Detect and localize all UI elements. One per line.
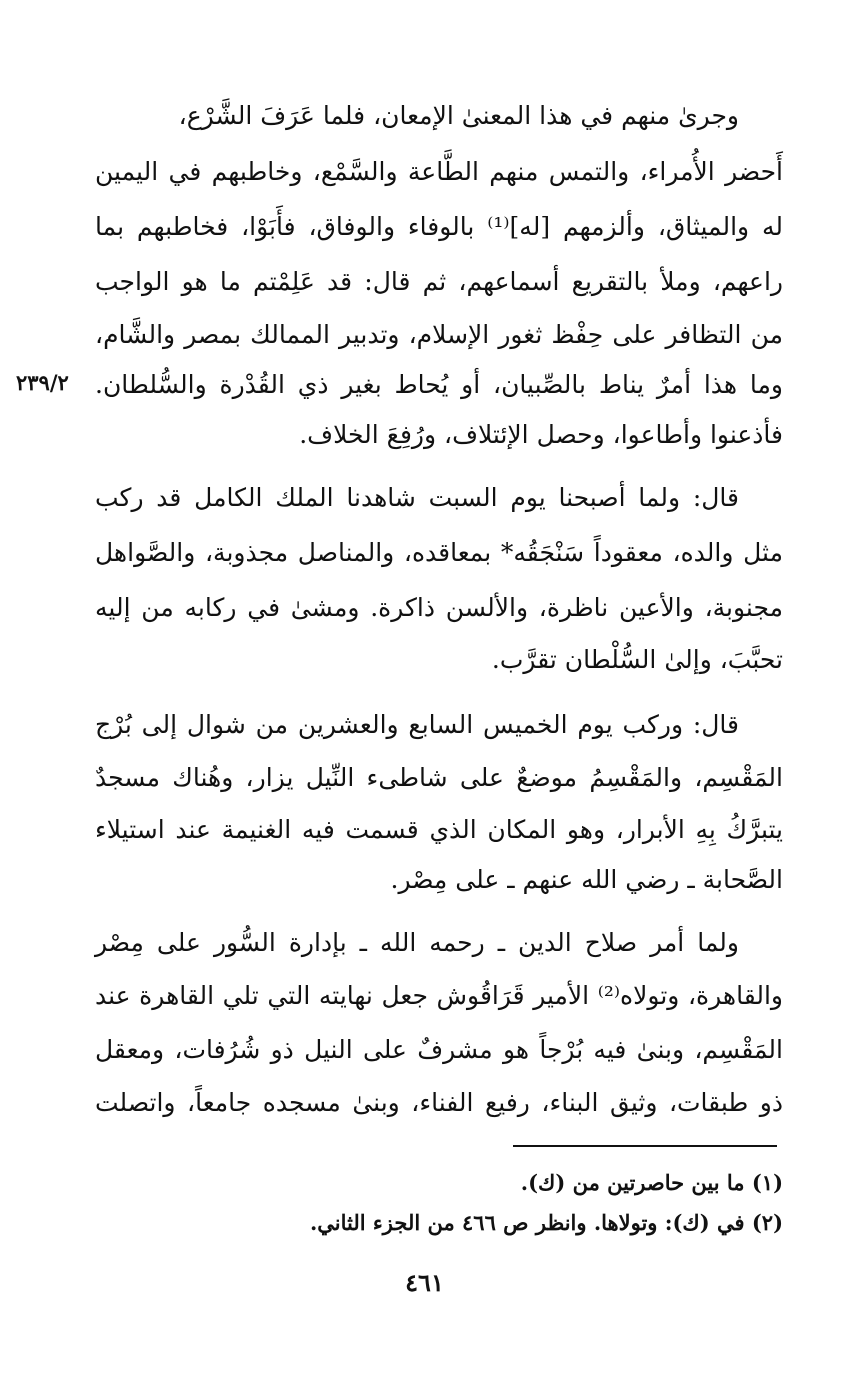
text-line: له والميثاق، وألزمهم [له]⁽¹⁾ بالوفاء والوفاق، فأَبَوْا، فخاطبهم بما: [95, 212, 783, 241]
footnote-rule: [513, 1145, 777, 1147]
text-line: الصَّحابة ـ رضي الله عنهم ـ على مِصْر.: [390, 865, 783, 894]
text-line: مجنوبة، والأعين ناظرة، والألسن ذاكرة. ومشىٰ في ركابه من إليه: [95, 593, 783, 622]
footnote: (١) ما بين حاصرتين من (ك).: [520, 1170, 783, 1195]
text-line: راعهم، وملأ بالتقريع أسماعهم، ثم قال: قد عَلِمْتم ما هو الواجب: [95, 267, 783, 296]
text-line: المَقْسِم، وبنىٰ فيه بُرْجاً هو مشرفٌ على النيل ذو شُرُفات، ومعقل: [95, 1035, 783, 1064]
text-line: أَحضر الأُمراء، والتمس منهم الطَّاعة والسَّمْع، وخاطبهم في اليمين: [95, 157, 783, 186]
text-line: وجرىٰ منهم في هذا المعنىٰ الإمعان، فلما عَرَفَ الشَّرْع،: [178, 101, 739, 130]
text-line: تحبَّبَ، وإلىٰ السُّلْطان تقرَّب.: [491, 645, 783, 674]
text-line: فأذعنوا وأطاعوا، وحصل الإئتلاف، ورُفِعَ الخلاف.: [299, 420, 783, 449]
text-line: المَقْسِم، والمَقْسِمُ موضعٌ على شاطىء النِّيل يزار، وهُناك مسجدٌ: [95, 763, 783, 792]
text-line: قال: ولما أصبحنا يوم السبت شاهدنا الملك الكامل قد ركب: [95, 483, 739, 512]
text-line: من التظافر على حِفْظ ثغور الإسلام، وتدبير الممالك بمصر والشَّام،: [95, 320, 783, 349]
text-line: ولما أمر صلاح الدين ـ رحمه الله ـ بإدارة السُّور على مِصْر: [95, 928, 739, 957]
text-line: يتبرَّكُ بِهِ الأبرار، وهو المكان الذي قسمت فيه الغنيمة عند استيلاء: [95, 815, 783, 844]
footnote: (٢) في (ك): وتولاها. وانظر ص ٤٦٦ من الجزء الثاني.: [309, 1210, 783, 1235]
text-line: وما هذا أمرٌ يناط بالصِّبيان، أو يُحاط بغير ذي القُدْرة والسُّلطان.: [95, 370, 783, 399]
text-line: والقاهرة، وتولاه⁽²⁾ الأمير قَرَاقُوش جعل نهايته التي تلي القاهرة عند: [95, 981, 783, 1010]
text-line: ذو طبقات، وثيق البناء، رفيع الفناء، وبنىٰ مسجده جامعاً، واتصلت: [95, 1088, 783, 1117]
text-line: مثل والده، معقوداً سَنْجَقُه* بمعاقده، والمناصل مجذوبة، والصَّواهل: [95, 538, 783, 567]
text-line: قال: وركب يوم الخميس السابع والعشرين من شوال إلى بُرْج: [95, 710, 739, 739]
margin-reference: ٢٣٩/٢: [16, 370, 69, 395]
page-number: ٤٦١: [405, 1268, 444, 1297]
